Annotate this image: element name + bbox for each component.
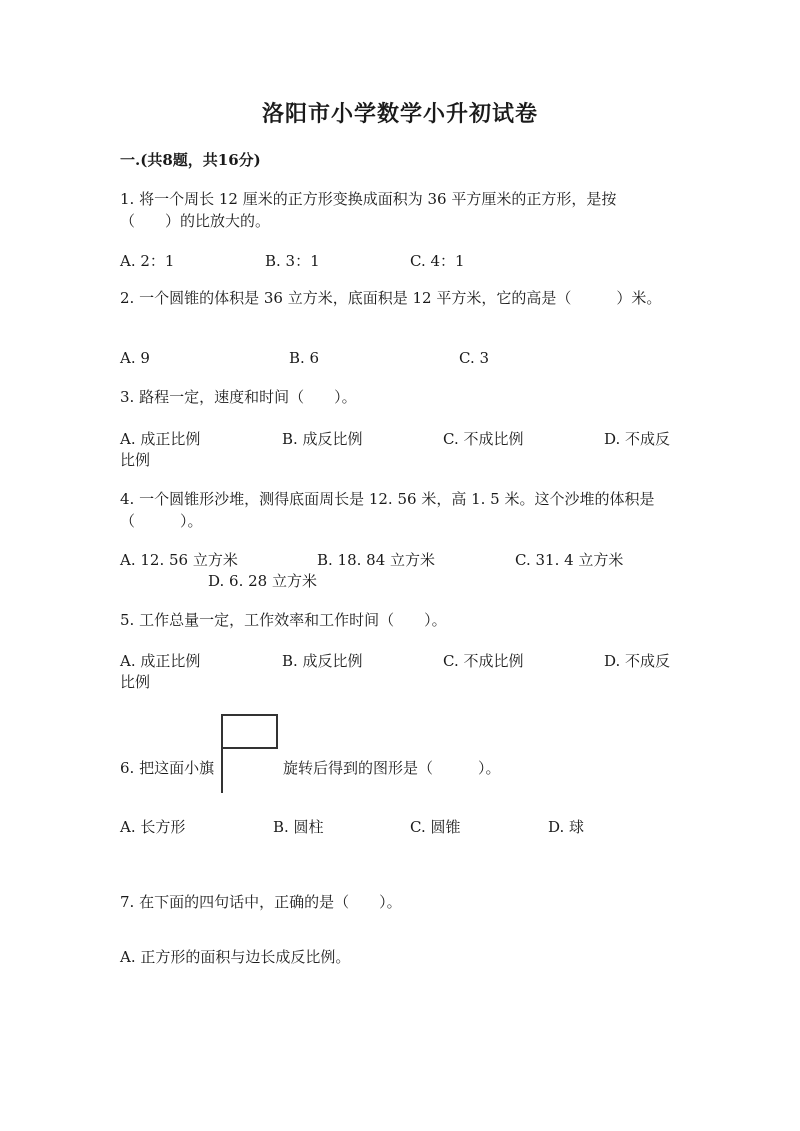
question-6-option-d: D. 球 [548,818,585,836]
question-5-text: 5. 工作总量一定，工作效率和工作时间（ ）。 [120,611,447,629]
question-1-option-c: C. 4：1 [410,252,465,270]
question-2-option-c: C. 3 [459,349,490,367]
page-title: 洛阳市小学数学小升初试卷 [261,102,538,127]
question-3-option-d: D. 不成反 [604,430,671,448]
question-5-option-a: A. 成正比例 [120,652,201,670]
question-1-option-a: A. 2：1 [120,252,175,270]
question-5-option-c: C. 不成比例 [443,652,524,670]
question-2-option-a: A. 9 [120,349,150,367]
question-1-text-cont: （ ）的比放大的。 [120,212,271,230]
question-5-option-b: B. 成反比例 [282,652,363,670]
question-4-text: 4. 一个圆锥形沙堆，测得底面周长是 12. 56 米，高 1. 5 米。这个沙堆的体积是 [120,490,655,508]
question-3-option-b: B. 成反比例 [282,430,363,448]
question-3-option-c: C. 不成比例 [443,430,524,448]
question-7-text: 7. 在下面的四句话中，正确的是（ ）。 [120,893,402,911]
question-6-text: 6. 把这面小旗 [120,759,215,777]
question-3-option-a: A. 成正比例 [120,430,201,448]
flag-figure [218,712,282,796]
question-7-option-a: A. 正方形的面积与边长成反比例。 [120,948,351,966]
question-2-option-b: B. 6 [289,349,320,367]
question-1-option-b: B. 3：1 [265,252,320,270]
question-4-option-c: C. 31. 4 立方米 [515,551,624,569]
question-5-option-d: D. 不成反 [604,652,671,670]
question-6-option-b: B. 圆柱 [273,818,324,836]
question-4-option-b: B. 18. 84 立方米 [317,551,436,569]
question-5-option-d-cont: 比例 [120,673,151,691]
question-6-text-cont: 旋转后得到的图形是（ ）。 [283,759,501,777]
question-4-option-a: A. 12. 56 立方米 [120,551,238,569]
question-2-text: 2. 一个圆锥的体积是 36 立方米，底面积是 12 平方米，它的高是（ ）米。 [120,289,662,307]
question-4-text-cont: （ ）。 [120,512,203,530]
section-heading: 一.(共8题，共16分) [120,151,261,169]
question-6-option-a: A. 长方形 [120,818,186,836]
question-4-option-d: D. 6. 28 立方米 [208,572,317,590]
question-1-text: 1. 将一个周长 12 厘米的正方形变换成面积为 36 平方厘米的正方形，是按 [120,190,617,208]
question-6-option-c: C. 圆锥 [410,818,461,836]
question-3-option-d-cont: 比例 [120,451,151,469]
question-3-text: 3. 路程一定，速度和时间（ ）。 [120,388,357,406]
